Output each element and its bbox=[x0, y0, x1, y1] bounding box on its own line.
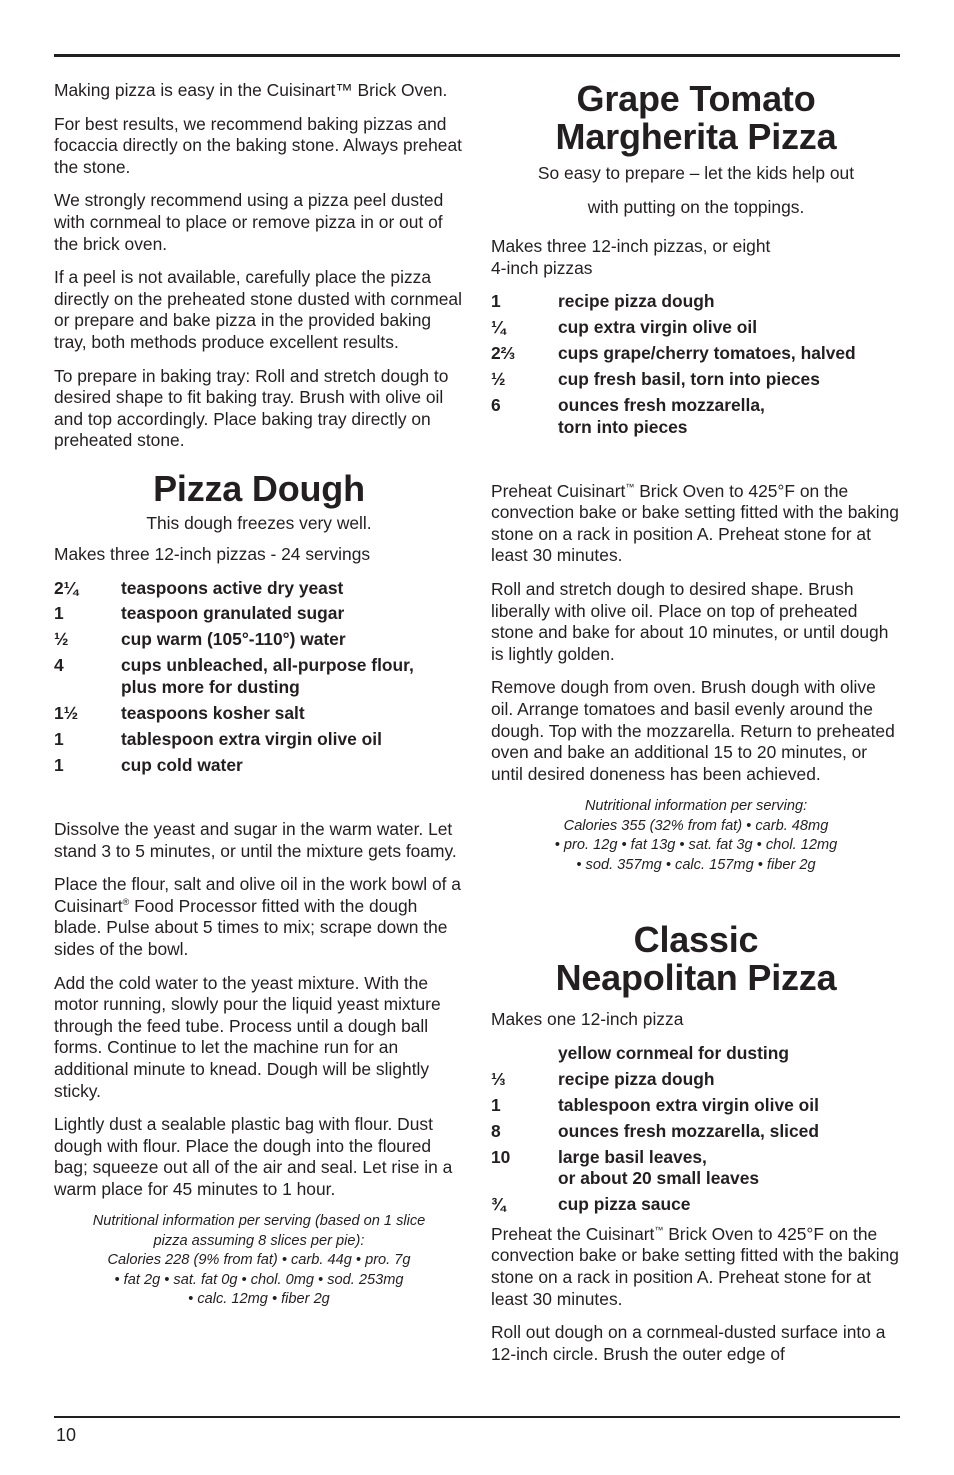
grape-tomato-title bbox=[491, 80, 901, 156]
ingredient-text: teaspoons active dry yeast bbox=[121, 577, 344, 598]
ingredient-qty bbox=[491, 1043, 558, 1065]
nutrition-line: • pro. 12g • fat 13g • sat. fat 3g • chol. 12mg bbox=[554, 837, 838, 854]
ingredient-item bbox=[54, 729, 464, 751]
step-1-text-a: Preheat Cuisinart bbox=[491, 480, 626, 501]
intro-paragraph-2: For best results, we recommend baking pizzas and focaccia directly on the baking stone. Always preheat the stone. bbox=[54, 113, 462, 177]
grape-tomato-step-2: Roll and stretch dough to desired shape. Brush liberally with olive oil. Place on top of preheated stone and bake for about 10 minutes, or until dough is lightly golden. bbox=[491, 579, 889, 664]
step-1-text-a: Preheat the Cuisinart bbox=[491, 1223, 655, 1244]
ingredient-item bbox=[491, 1069, 901, 1091]
ingredient-text: teaspoon granulated sugar bbox=[121, 603, 345, 624]
pizza-dough-makes: Makes three 12-inch pizzas - 24 servings bbox=[54, 543, 371, 564]
ingredient-qty: 2⅔ bbox=[491, 343, 516, 364]
grape-tomato-note-2: with putting on the toppings. bbox=[587, 197, 805, 217]
nutrition-line: Calories 228 (9% from fat) • carb. 44g • pro. 7g bbox=[107, 1252, 411, 1269]
grape-tomato-step-1 bbox=[491, 481, 901, 567]
ingredient-qty: ⅓ bbox=[491, 1068, 506, 1089]
pizza-dough-note: This dough freezes very well. bbox=[146, 512, 372, 533]
ingredient-qty: 1 bbox=[54, 755, 64, 775]
bottom-rule bbox=[54, 1416, 900, 1418]
pizza-dough-step-3: Add the cold water to the yeast mixture. With the motor running, slowly pour the liquid yeast mixture through the feed tube. Process until a dough ball forms. Continue to let the machine run for an additional minute to knead. Dough will be slightly sticky. bbox=[54, 972, 441, 1101]
ingredient-qty: 1½ bbox=[54, 703, 79, 724]
ingredient-item bbox=[491, 1194, 901, 1216]
ingredient-text: cup fresh basil, torn into pieces bbox=[558, 369, 820, 390]
registered-mark: ® bbox=[122, 896, 130, 907]
nutrition-line: • sod. 357mg • calc. 157mg • fiber 2g bbox=[576, 856, 816, 873]
ingredient-item bbox=[491, 1121, 901, 1143]
ingredient-qty: ¾ bbox=[491, 1194, 506, 1215]
ingredient-item bbox=[491, 317, 901, 339]
neapolitan-title bbox=[491, 921, 901, 997]
pizza-dough-step-1: Dissolve the yeast and sugar in the warm water. Let stand 3 to 5 minutes, or until the mixture gets foamy. bbox=[54, 818, 457, 861]
grape-tomato-note-1: So easy to prepare – let the kids help out bbox=[537, 163, 855, 183]
nutrition-line: pizza assuming 8 slices per pie): bbox=[153, 1232, 365, 1249]
intro-paragraph-3: We strongly recommend using a pizza peel dusted with cornmeal to place or remove pizza in or out of the brick oven. bbox=[54, 190, 444, 254]
ingredient-item bbox=[491, 1095, 901, 1117]
trademark-mark: ™ bbox=[654, 1224, 664, 1235]
ingredient-qty: ½ bbox=[54, 629, 69, 650]
ingredient-qty: 6 bbox=[491, 395, 501, 416]
pizza-dough-nutrition bbox=[54, 1212, 464, 1309]
ingredient-text: tablespoon extra virgin olive oil bbox=[558, 1094, 819, 1115]
ingredient-qty: 1 bbox=[491, 291, 501, 312]
ingredient-item bbox=[54, 603, 464, 625]
ingredient-item bbox=[491, 369, 901, 391]
title-line: Classic bbox=[633, 919, 759, 961]
ingredient-item bbox=[54, 703, 464, 725]
title-line: Margherita Pizza bbox=[555, 116, 837, 157]
step-1-text-b: Brick Oven to 425°F on the convection bake or bake setting fitted with the baking stone on a rack in position A. Preheat stone for at least 30 minutes. bbox=[491, 1223, 899, 1309]
pizza-dough-step-4: Lightly dust a sealable plastic bag with flour. Dust dough with flour. Place the dough into the floured bag; squeeze out all of the air and seal. Let rise in a warm place for 45 minutes to 1 hour. bbox=[54, 1114, 453, 1199]
ingredient-item bbox=[54, 629, 464, 651]
pizza-dough-title: Pizza Dough bbox=[153, 467, 365, 509]
ingredient-qty: 8 bbox=[491, 1120, 501, 1141]
ingredient-text: ounces fresh mozzarella, torn into pieces bbox=[558, 395, 765, 437]
title-line: Grape Tomato bbox=[576, 78, 816, 119]
ingredient-qty: 1 bbox=[54, 603, 64, 624]
step-2-text-a: Place the flour, salt and olive oil in the work bowl of a Cuisinart bbox=[54, 874, 461, 916]
ingredient-qty: 4 bbox=[54, 655, 64, 676]
ingredient-text: cup cold water bbox=[121, 755, 243, 775]
nutrition-line: Nutritional information per serving: bbox=[584, 798, 808, 815]
ingredient-text: yellow cornmeal for dusting bbox=[558, 1042, 789, 1063]
neapolitan-makes: Makes one 12-inch pizza bbox=[491, 1009, 684, 1030]
title-line: Neapolitan Pizza bbox=[555, 957, 837, 999]
ingredient-text: recipe pizza dough bbox=[558, 291, 715, 312]
ingredient-qty: ¼ bbox=[491, 317, 506, 338]
ingredient-item bbox=[54, 655, 464, 698]
ingredient-text: ounces fresh mozzarella, sliced bbox=[558, 1120, 819, 1141]
grape-tomato-makes: Makes three 12-inch pizzas, or eight 4-inch pizzas bbox=[491, 236, 771, 278]
right-column bbox=[491, 80, 901, 1377]
ingredient-text: recipe pizza dough bbox=[558, 1068, 715, 1089]
intro-paragraph-5: To prepare in baking tray: Roll and stretch dough to desired shape to fit baking tray. Brush with olive oil and top accordingly. Place baking tray directly on preheated stone. bbox=[54, 365, 449, 451]
ingredient-text: teaspoons kosher salt bbox=[121, 703, 305, 724]
ingredient-qty: 1 bbox=[54, 729, 64, 750]
nutrition-line: • fat 2g • sat. fat 0g • chol. 0mg • sod. 253mg bbox=[114, 1271, 404, 1288]
ingredient-text: cup extra virgin olive oil bbox=[558, 317, 758, 338]
ingredient-qty: 2¼ bbox=[54, 577, 79, 598]
neapolitan-ingredients bbox=[491, 1043, 901, 1216]
left-column bbox=[54, 80, 464, 1310]
grape-tomato-nutrition bbox=[491, 797, 901, 875]
ingredient-item bbox=[491, 1147, 901, 1190]
ingredient-item bbox=[54, 755, 464, 777]
nutrition-line: Nutritional information per serving (based on 1 slice bbox=[92, 1213, 426, 1230]
intro-paragraph-1: Making pizza is easy in the Cuisinart™ Brick Oven. bbox=[54, 80, 448, 100]
ingredient-text: large basil leaves, or about 20 small leaves bbox=[558, 1146, 760, 1189]
grape-tomato-ingredients bbox=[491, 291, 901, 438]
nutrition-line: Calories 355 (32% from fat) • carb. 48mg bbox=[563, 817, 829, 834]
grape-tomato-step-3: Remove dough from oven. Brush dough with olive oil. Arrange tomatoes and basil evenly around the dough. Top with the mozzarella. Return to preheated oven and bake an additional 15 to 20 minutes, or until desired doneness has been achieved. bbox=[491, 677, 895, 784]
ingredient-item bbox=[491, 291, 901, 313]
ingredient-item bbox=[491, 343, 901, 365]
ingredient-qty: 1 bbox=[491, 1094, 501, 1115]
step-1-text-b: Brick Oven to 425°F on the convection bake or bake setting fitted with the baking stone on a rack in position A. Preheat stone for at least 30 minutes. bbox=[491, 480, 899, 566]
pizza-dough-ingredients bbox=[54, 578, 464, 777]
neapolitan-step-1 bbox=[491, 1224, 901, 1310]
ingredient-text: tablespoon extra virgin olive oil bbox=[121, 729, 382, 750]
step-2-text-b: Food Processor fitted with the dough blade. Pulse about 5 times to mix; scrape down the sides of the bowl. bbox=[54, 895, 448, 959]
ingredient-text: cups grape/cherry tomatoes, halved bbox=[558, 343, 856, 364]
ingredient-qty: ½ bbox=[491, 369, 506, 390]
intro-paragraph-4: If a peel is not available, carefully place the pizza directly on the preheated stone dusted with cornmeal or prepare and bake pizza in the provided baking tray, both methods produce excellent results. bbox=[54, 267, 462, 352]
trademark-mark: ™ bbox=[625, 481, 635, 492]
ingredient-text: cups unbleached, all-purpose flour, plus more for dusting bbox=[121, 655, 414, 698]
nutrition-line: • calc. 12mg • fiber 2g bbox=[188, 1291, 330, 1308]
ingredient-text: cup pizza sauce bbox=[558, 1194, 691, 1215]
ingredient-qty: 10 bbox=[491, 1146, 511, 1167]
ingredient-item bbox=[491, 1043, 901, 1065]
pizza-dough-step-2 bbox=[54, 874, 464, 960]
ingredient-item bbox=[54, 578, 464, 600]
top-rule bbox=[54, 54, 900, 57]
ingredient-item bbox=[491, 395, 901, 438]
neapolitan-step-2: Roll out dough on a cornmeal-dusted surface into a 12-inch circle. Brush the outer edge of bbox=[491, 1322, 886, 1364]
ingredient-text: cup warm (105°-110°) water bbox=[121, 629, 346, 650]
page-number: 10 bbox=[56, 1425, 77, 1445]
